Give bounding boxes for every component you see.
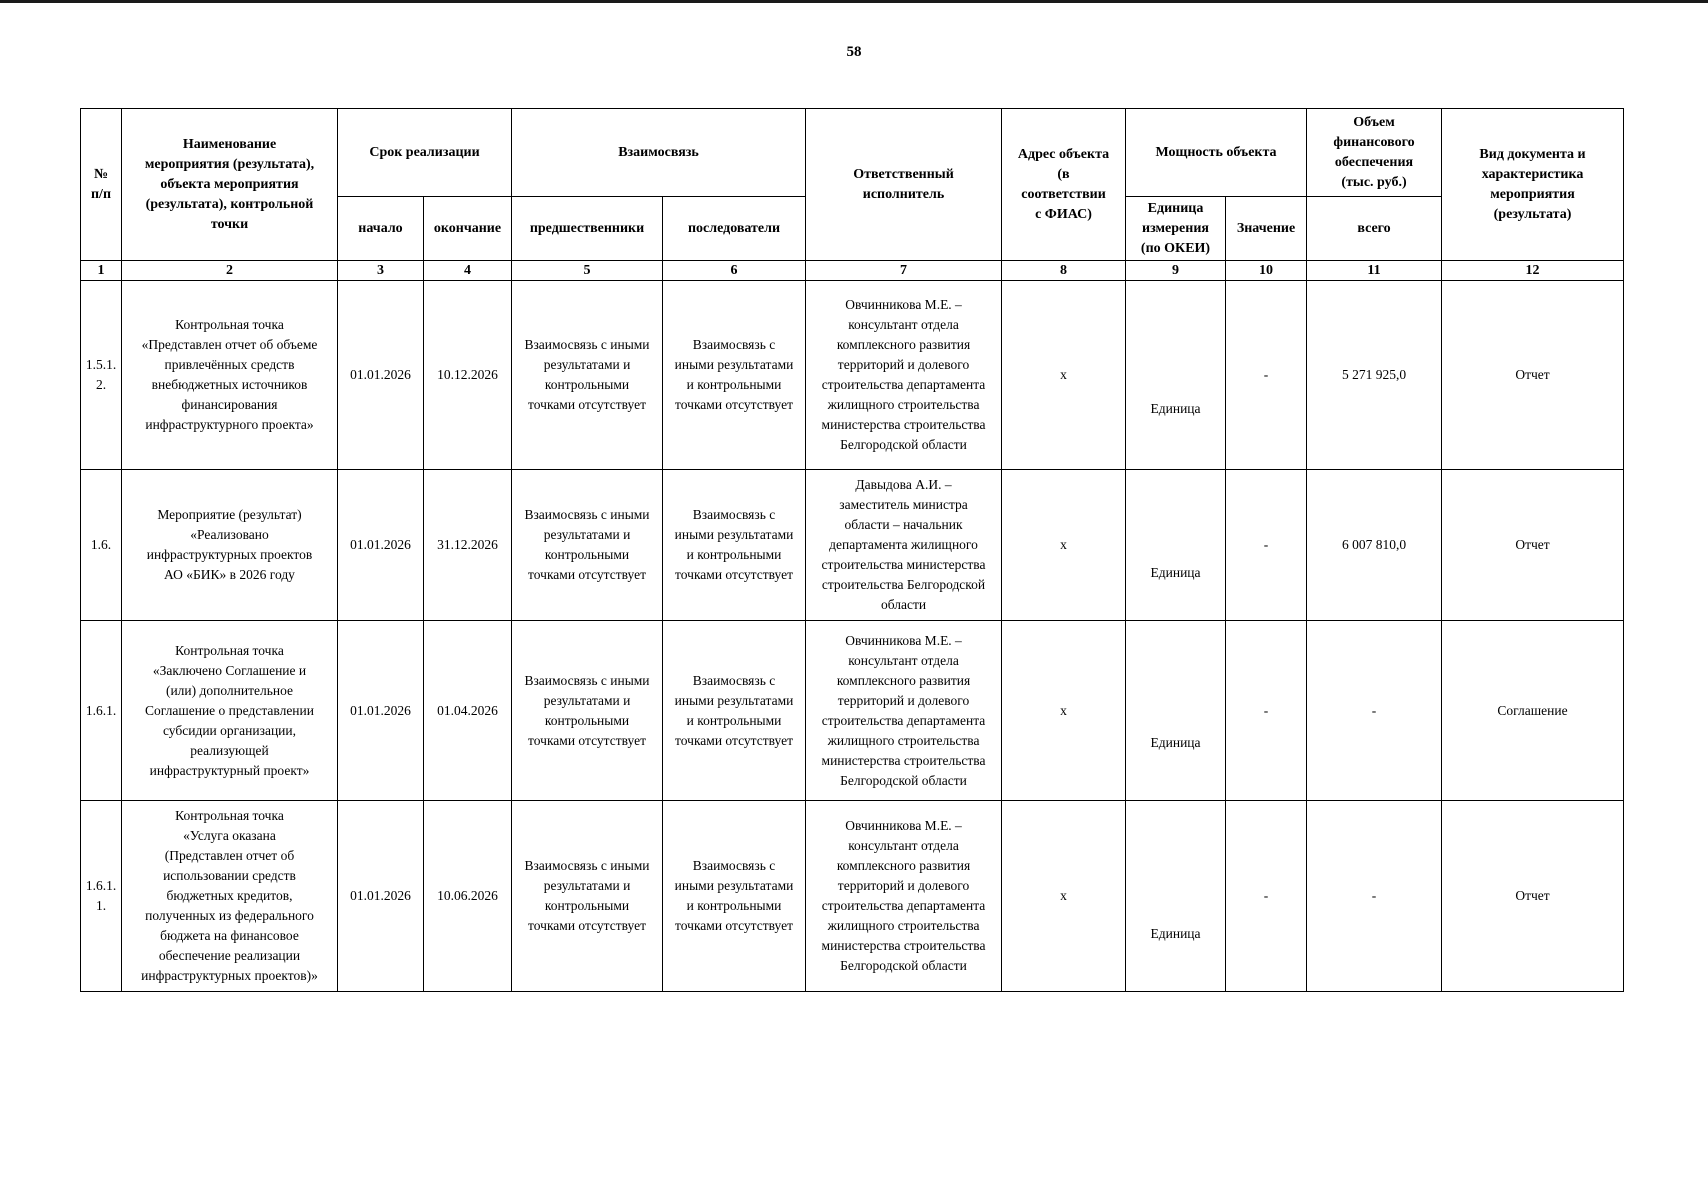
column-number: 8 bbox=[1002, 261, 1126, 281]
plan-table bbox=[80, 108, 1624, 992]
table-row bbox=[81, 470, 1624, 621]
row-address: x bbox=[1002, 281, 1126, 470]
header-funding-total: всего bbox=[1307, 197, 1442, 261]
row-name: Контрольная точка «Услуга оказана (Представлен отчет об использовании средств бюджетных кредитов, полученных из федерального бюджета на финансовое обеспечение реализации инфраструктурных проектов)» bbox=[122, 801, 338, 992]
row-doc-type: Отчет bbox=[1442, 801, 1624, 992]
row-name: Контрольная точка «Представлен отчет об объеме привлечённых средств внебюджетных источников финансирования инфраструктурного проекта» bbox=[122, 281, 338, 470]
header-doc-type: Вид документа и характеристика мероприятия (результата) bbox=[1442, 109, 1624, 261]
row-unit: Единица bbox=[1126, 801, 1226, 992]
row-end-date: 10.06.2026 bbox=[424, 801, 512, 992]
header-capacity: Мощность объекта bbox=[1126, 109, 1307, 197]
row-predecessors: Взаимосвязь с иными результатами и контрольными точками отсутствует bbox=[512, 281, 663, 470]
row-responsible: Овчинникова М.Е. – консультант отдела комплексного развития территорий и долевого строительства департамента жилищного строительства министерства строительства Белгородской области bbox=[806, 621, 1002, 801]
row-value: - bbox=[1226, 470, 1307, 621]
row-number: 1.6.1. 1. bbox=[81, 801, 122, 992]
scan-edge bbox=[0, 0, 1708, 3]
row-funding: - bbox=[1307, 621, 1442, 801]
row-responsible: Давыдова А.И. – заместитель министра области – начальник департамента жилищного строительства министерства строительства Белгородской области bbox=[806, 470, 1002, 621]
row-responsible: Овчинникова М.Е. – консультант отдела комплексного развития территорий и долевого строительства департамента жилищного строительства министерства строительства Белгородской области bbox=[806, 281, 1002, 470]
row-funding: 6 007 810,0 bbox=[1307, 470, 1442, 621]
row-start-date: 01.01.2026 bbox=[338, 470, 424, 621]
row-end-date: 10.12.2026 bbox=[424, 281, 512, 470]
row-unit: Единица bbox=[1126, 281, 1226, 470]
row-successors: Взаимосвязь с иными результатами и контрольными точками отсутствует bbox=[663, 621, 806, 801]
row-start-date: 01.01.2026 bbox=[338, 621, 424, 801]
row-predecessors: Взаимосвязь с иными результатами и контрольными точками отсутствует bbox=[512, 621, 663, 801]
row-start-date: 01.01.2026 bbox=[338, 281, 424, 470]
header-successors: последователи bbox=[663, 197, 806, 261]
table-row bbox=[81, 281, 1624, 470]
page-number: 58 bbox=[846, 44, 862, 60]
header-funding: Объем финансового обеспечения (тыс. руб.) bbox=[1307, 109, 1442, 197]
row-address: x bbox=[1002, 470, 1126, 621]
row-value: - bbox=[1226, 281, 1307, 470]
row-doc-type: Отчет bbox=[1442, 470, 1624, 621]
row-successors: Взаимосвязь с иными результатами и контрольными точками отсутствует bbox=[663, 281, 806, 470]
row-funding: - bbox=[1307, 801, 1442, 992]
row-address: x bbox=[1002, 621, 1126, 801]
header-num: № п/п bbox=[81, 109, 122, 261]
column-number: 7 bbox=[806, 261, 1002, 281]
column-number: 6 bbox=[663, 261, 806, 281]
row-predecessors: Взаимосвязь с иными результатами и контрольными точками отсутствует bbox=[512, 470, 663, 621]
row-unit: Единица bbox=[1126, 470, 1226, 621]
row-successors: Взаимосвязь с иными результатами и контрольными точками отсутствует bbox=[663, 470, 806, 621]
column-number: 11 bbox=[1307, 261, 1442, 281]
row-doc-type: Отчет bbox=[1442, 281, 1624, 470]
column-number: 10 bbox=[1226, 261, 1307, 281]
header-capacity-value: Значение bbox=[1226, 197, 1307, 261]
header-responsible: Ответственный исполнитель bbox=[806, 109, 1002, 261]
row-name: Мероприятие (результат) «Реализовано инфраструктурных проектов АО «БИК» в 2026 году bbox=[122, 470, 338, 621]
row-number: 1.6.1. bbox=[81, 621, 122, 801]
column-number: 4 bbox=[424, 261, 512, 281]
header-row-1 bbox=[81, 109, 1624, 197]
table-row bbox=[81, 801, 1624, 992]
column-number: 3 bbox=[338, 261, 424, 281]
row-start-date: 01.01.2026 bbox=[338, 801, 424, 992]
header-capacity-unit: Единица измерения (по ОКЕИ) bbox=[1126, 197, 1226, 261]
table-row bbox=[81, 621, 1624, 801]
header-name: Наименование мероприятия (результата), объекта мероприятия (результата), контрольной точки bbox=[122, 109, 338, 261]
column-number: 2 bbox=[122, 261, 338, 281]
row-value: - bbox=[1226, 621, 1307, 801]
column-number: 1 bbox=[81, 261, 122, 281]
header-predecessors: предшественники bbox=[512, 197, 663, 261]
row-end-date: 01.04.2026 bbox=[424, 621, 512, 801]
row-end-date: 31.12.2026 bbox=[424, 470, 512, 621]
column-number: 5 bbox=[512, 261, 663, 281]
row-responsible: Овчинникова М.Е. – консультант отдела комплексного развития территорий и долевого строительства департамента жилищного строительства министерства строительства Белгородской области bbox=[806, 801, 1002, 992]
row-number: 1.5.1. 2. bbox=[81, 281, 122, 470]
column-number: 12 bbox=[1442, 261, 1624, 281]
header-period-end: окончание bbox=[424, 197, 512, 261]
header-relation: Взаимосвязь bbox=[512, 109, 806, 197]
row-number: 1.6. bbox=[81, 470, 122, 621]
column-number: 9 bbox=[1126, 261, 1226, 281]
row-address: x bbox=[1002, 801, 1126, 992]
row-name: Контрольная точка «Заключено Соглашение и (или) дополнительное Соглашение о представлении субсидии организации, реализующей инфраструктурный проект» bbox=[122, 621, 338, 801]
row-successors: Взаимосвязь с иными результатами и контрольными точками отсутствует bbox=[663, 801, 806, 992]
row-doc-type: Соглашение bbox=[1442, 621, 1624, 801]
row-value: - bbox=[1226, 801, 1307, 992]
row-predecessors: Взаимосвязь с иными результатами и контрольными точками отсутствует bbox=[512, 801, 663, 992]
column-number-row bbox=[81, 261, 1624, 281]
header-period-start: начало bbox=[338, 197, 424, 261]
header-address: Адрес объекта (в соответствии с ФИАС) bbox=[1002, 109, 1126, 261]
header-period: Срок реализации bbox=[338, 109, 512, 197]
row-unit: Единица bbox=[1126, 621, 1226, 801]
row-funding: 5 271 925,0 bbox=[1307, 281, 1442, 470]
